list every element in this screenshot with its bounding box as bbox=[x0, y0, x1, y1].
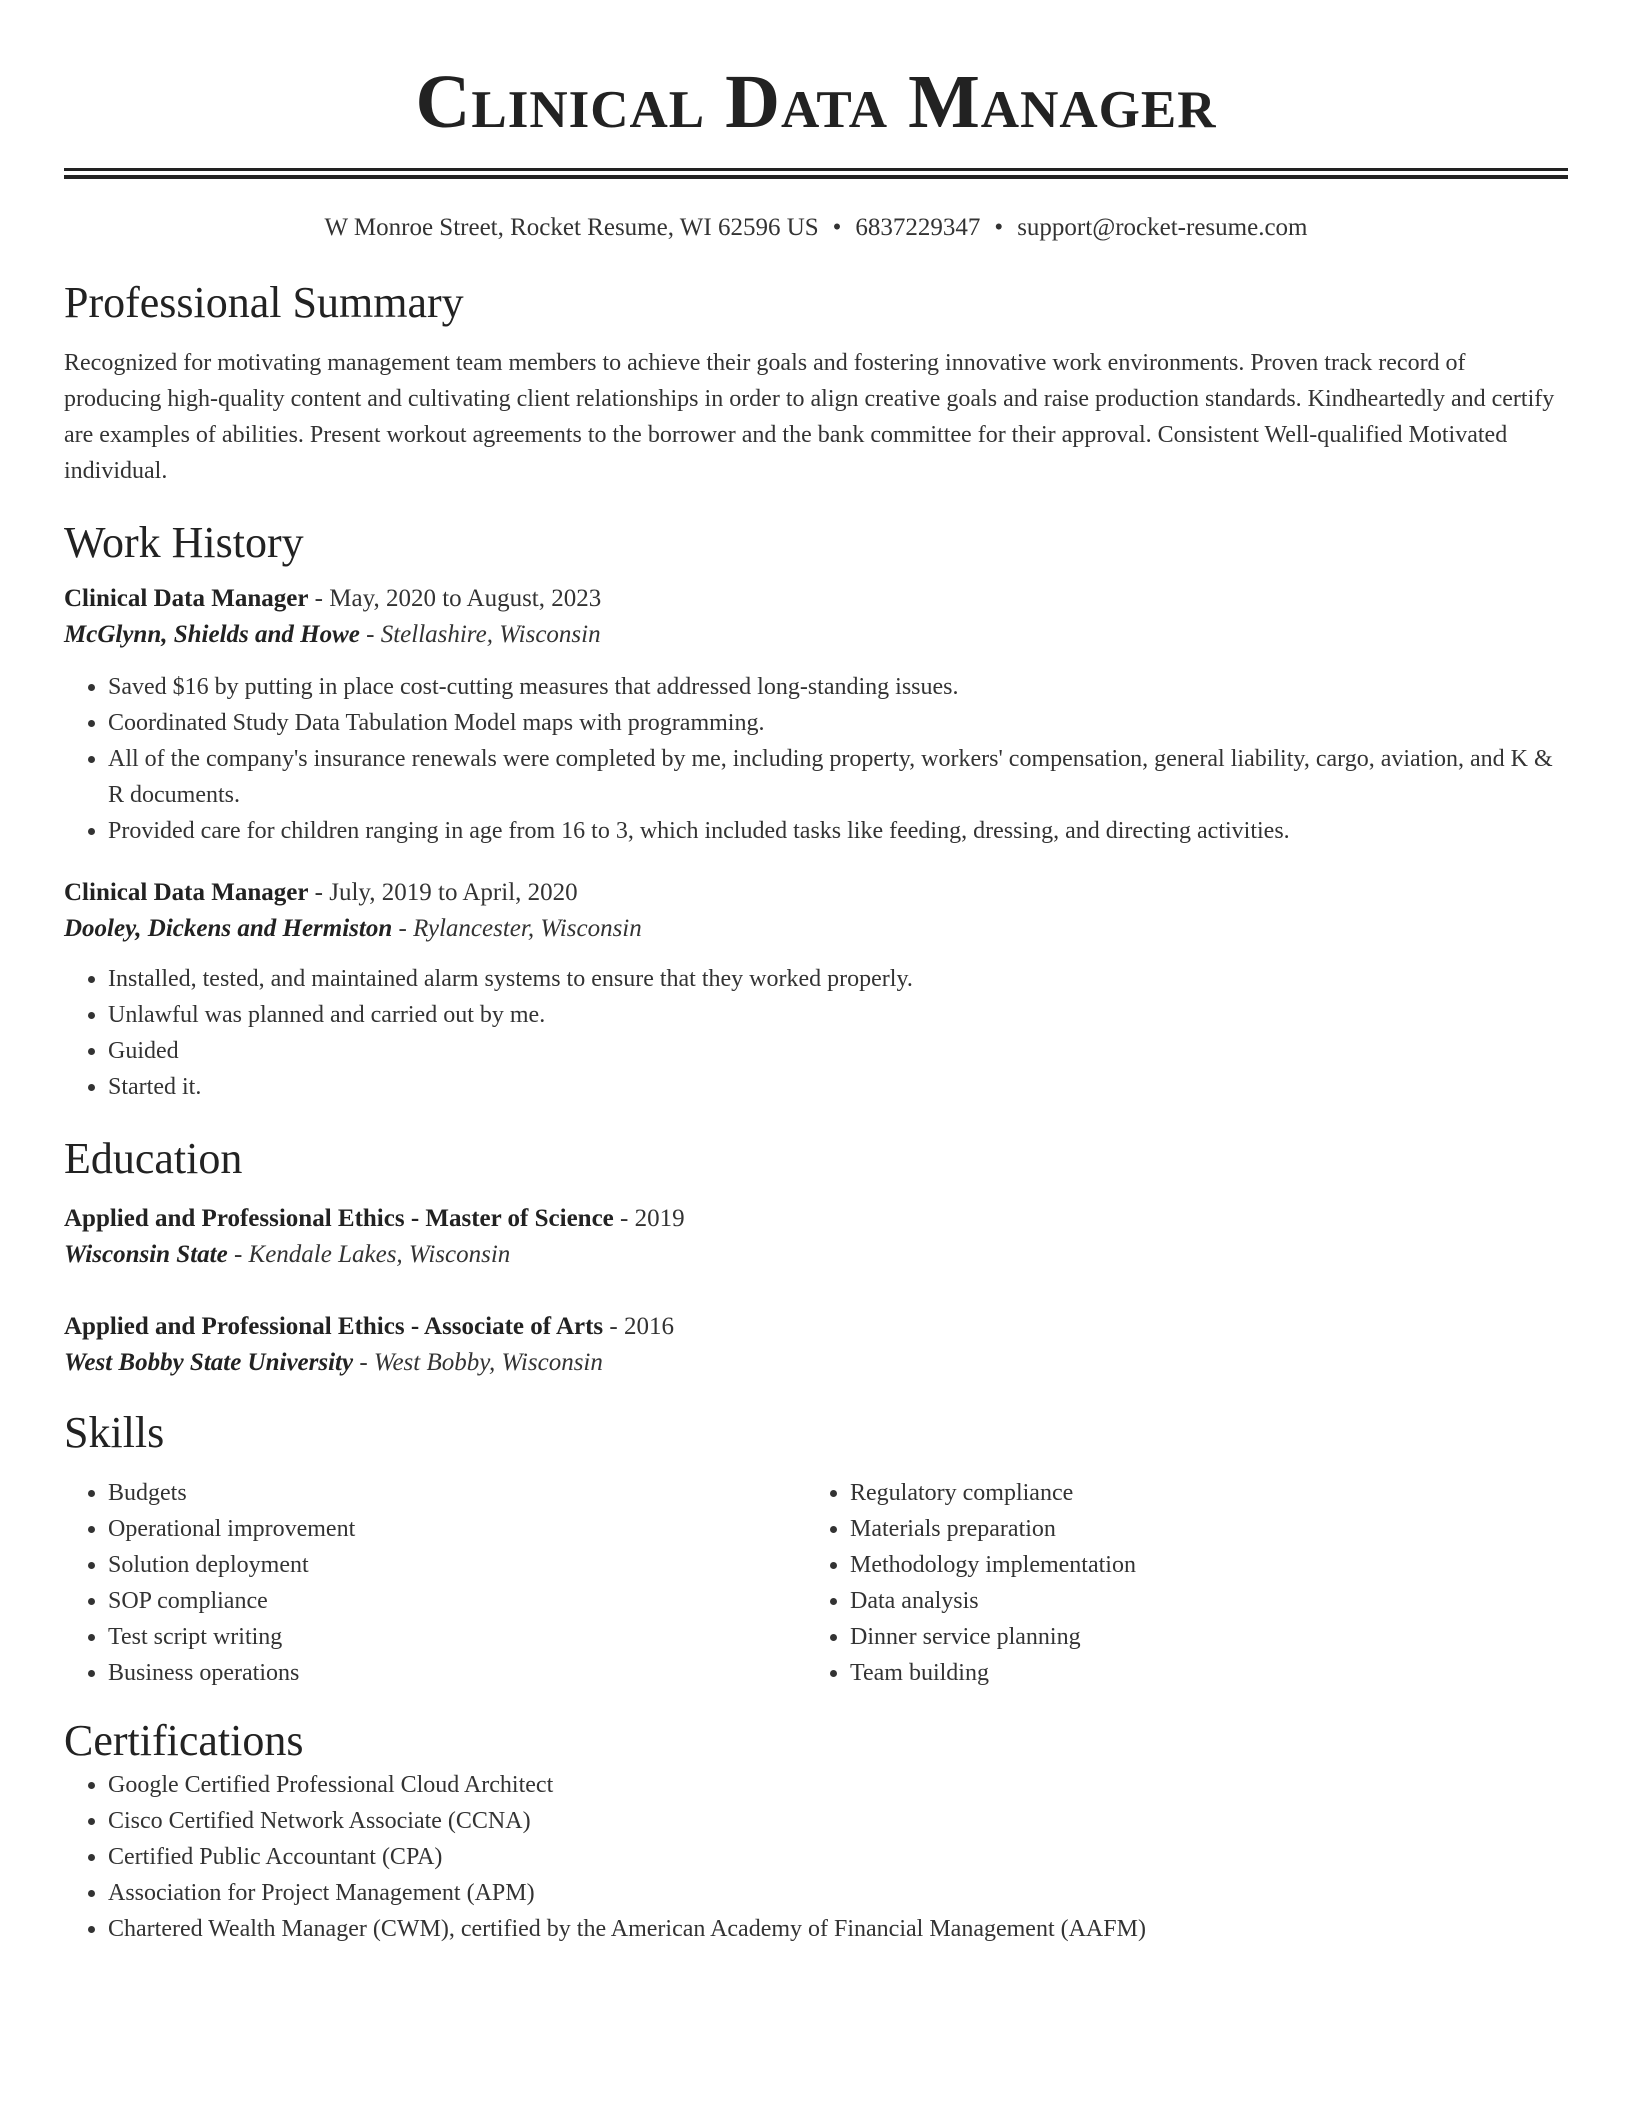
skill-item: • Methodology implementation bbox=[850, 1547, 1548, 1583]
job-role: Clinical Data Manager bbox=[64, 879, 309, 906]
contact-email: support@rocket-resume.com bbox=[1017, 214, 1308, 241]
job-company-line bbox=[64, 911, 1568, 947]
education-degree-line bbox=[64, 1201, 1568, 1237]
certification-item: • Cisco Certified Network Associate (CCNA) bbox=[108, 1803, 1568, 1839]
work-history-heading: Work History bbox=[64, 518, 304, 567]
job-bullet: • Coordinated Study Data Tabulation Model maps with programming. bbox=[108, 705, 1568, 741]
job-bullet: • Guided bbox=[108, 1033, 1568, 1069]
job-company: McGlynn, Shields and Howe bbox=[64, 621, 360, 648]
certifications-heading: Certifications bbox=[64, 1716, 304, 1765]
contact-address: W Monroe Street, Rocket Resume, WI 62596 US bbox=[324, 214, 819, 241]
skills-heading: Skills bbox=[64, 1408, 165, 1457]
job-entry bbox=[64, 875, 1568, 1105]
summary-text: Recognized for motivating management team members to achieve their goals and fostering innovative work environments. Proven track record of producing high-quality content and cultivating client relationships in order to align creative goals and raise production standards. Kindheartedly and certify are examples of abilities. Present workout agreements to the borrower and the bank committee for their approval. Consistent Well-qualified Motivated individual. bbox=[64, 350, 1555, 484]
certification-item: • Chartered Wealth Manager (CWM), certified by the American Academy of Financial Management (AAFM) bbox=[108, 1911, 1568, 1947]
job-location: - Rylancester, Wisconsin bbox=[392, 915, 642, 942]
education-heading: Education bbox=[64, 1134, 243, 1183]
job-bullets bbox=[64, 669, 1568, 849]
education-degree-line bbox=[64, 1309, 1568, 1345]
skill-item: • Data analysis bbox=[850, 1583, 1548, 1619]
skill-item: • Budgets bbox=[108, 1475, 806, 1511]
skills-list-left bbox=[64, 1475, 806, 1691]
education-school-line bbox=[64, 1237, 1568, 1273]
job-bullets bbox=[64, 961, 1568, 1105]
education-year: - 2019 bbox=[613, 1205, 685, 1232]
skill-item: • Solution deployment bbox=[108, 1547, 806, 1583]
summary-heading: Professional Summary bbox=[64, 278, 464, 327]
education-year: - 2016 bbox=[603, 1313, 674, 1340]
education-entry bbox=[64, 1201, 1568, 1273]
education-location: - West Bobby, Wisconsin bbox=[353, 1349, 603, 1376]
education-degree: Applied and Professional Ethics - Master of Science bbox=[64, 1205, 614, 1232]
skills-section bbox=[64, 1407, 1568, 1691]
contact-separator: • bbox=[832, 214, 842, 241]
job-bullet: • All of the company's insurance renewals were completed by me, including property, workers' compensation, general liability, cargo, aviation, and K & R documents. bbox=[108, 741, 1568, 813]
certification-item: • Certified Public Accountant (CPA) bbox=[108, 1839, 1568, 1875]
skill-item: • Business operations bbox=[108, 1655, 806, 1691]
job-bullet: • Saved $16 by putting in place cost-cutting measures that addressed long-standing issues. bbox=[108, 669, 1568, 705]
resume-title: Clinical Data Manager bbox=[415, 60, 1217, 144]
job-bullet: • Installed, tested, and maintained alarm systems to ensure that they worked properly. bbox=[108, 961, 1568, 997]
contact-separator: • bbox=[994, 214, 1004, 241]
contact-line bbox=[64, 213, 1568, 243]
education-location: - Kendale Lakes, Wisconsin bbox=[227, 1241, 511, 1268]
skill-item: • Test script writing bbox=[108, 1619, 806, 1655]
job-bullet: • Provided care for children ranging in age from 16 to 3, which included tasks like feeding, dressing, and directing activities. bbox=[108, 813, 1568, 849]
education-entry bbox=[64, 1309, 1568, 1381]
skills-list-right bbox=[806, 1475, 1548, 1691]
job-title-line bbox=[64, 875, 1568, 911]
job-role: Clinical Data Manager bbox=[64, 585, 309, 612]
work-history-section bbox=[64, 517, 1568, 1105]
job-dates: - July, 2019 to April, 2020 bbox=[308, 879, 578, 906]
job-bullet: • Unlawful was planned and carried out by me. bbox=[108, 997, 1568, 1033]
certifications-section bbox=[64, 1715, 1568, 1947]
education-degree: Applied and Professional Ethics - Associate of Arts bbox=[64, 1313, 604, 1340]
skill-item: • Materials preparation bbox=[850, 1511, 1548, 1547]
certifications-list bbox=[64, 1767, 1568, 1947]
skill-item: • Operational improvement bbox=[108, 1511, 806, 1547]
skill-item: • SOP compliance bbox=[108, 1583, 806, 1619]
skills-columns bbox=[64, 1475, 1568, 1691]
summary-section bbox=[64, 277, 1568, 489]
job-company-line bbox=[64, 617, 1568, 653]
skill-item: • Regulatory compliance bbox=[850, 1475, 1548, 1511]
job-bullet: • Started it. bbox=[108, 1069, 1568, 1105]
education-school: Wisconsin State bbox=[64, 1241, 228, 1268]
certification-item: • Association for Project Management (APM) bbox=[108, 1875, 1568, 1911]
education-section bbox=[64, 1133, 1568, 1381]
certification-item: • Google Certified Professional Cloud Architect bbox=[108, 1767, 1568, 1803]
job-company: Dooley, Dickens and Hermiston bbox=[64, 915, 393, 942]
title-double-rule bbox=[64, 168, 1568, 179]
job-title-line bbox=[64, 581, 1568, 617]
job-location: - Stellashire, Wisconsin bbox=[359, 621, 601, 648]
job-dates: - May, 2020 to August, 2023 bbox=[308, 585, 602, 612]
contact-phone: 6837229347 bbox=[855, 214, 981, 241]
education-school-line bbox=[64, 1345, 1568, 1381]
skill-item: • Team building bbox=[850, 1655, 1548, 1691]
skill-item: • Dinner service planning bbox=[850, 1619, 1548, 1655]
education-school: West Bobby State University bbox=[64, 1349, 354, 1376]
job-entry bbox=[64, 581, 1568, 849]
